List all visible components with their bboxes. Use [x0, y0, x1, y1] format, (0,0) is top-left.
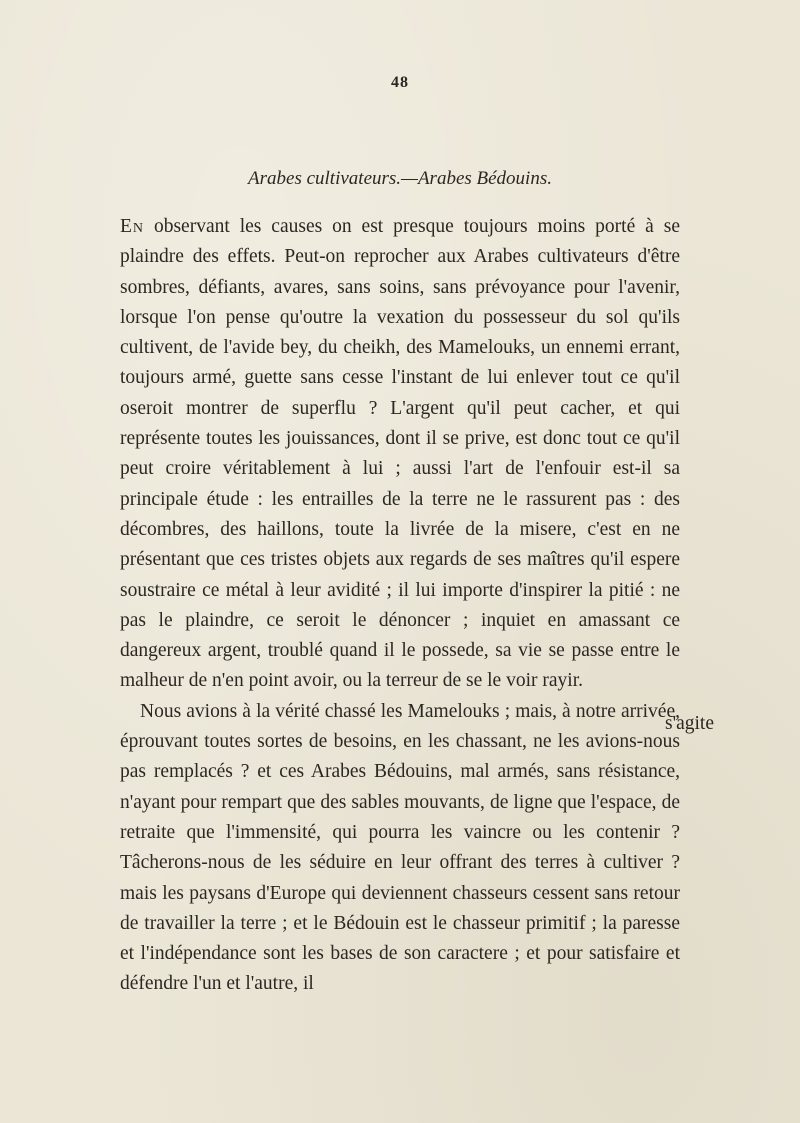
section-heading: Arabes cultivateurs.—Arabes Bédouins. [248, 168, 552, 189]
paragraph-1 [120, 212, 680, 697]
paragraph-2-text: Nous avions à la vérité chassé les Mamelouks ; mais, à notre arrivée, éprouvant toutes sortes de besoins, en les chassant, ne les avions-nous pas remplacés ? et ces Arabes Bédouins, mal armés, sans résistance, n'ayant pour rempart que des sables mouvants, de ligne que l'espace, de retraite que l'immensité, qui pourra les vaincre ou les contenir ? Tâcherons-nous de les séduire en leur offrant des terres à cultiver ? mais les paysans d'Europe qui deviennent chasseurs cessent sans retour de travailler la terre ; et le Bédouin est le chasseur primitif ; la paresse et l'indépendance sont les bases de son caractere ; et pour satisfaire et défendre l'un et l'autre, il [120, 700, 680, 995]
paragraph-1-lead-word: En [120, 216, 145, 237]
body-text [120, 212, 680, 1000]
paragraph-2 [120, 697, 680, 1000]
catchword: s'agite [665, 713, 714, 734]
paragraph-1-text: observant les causes on est presque toujours moins porté à se plaindre des effets. Peut-on reprocher aux Arabes cultivateurs d'être sombres, défiants, avares, sans soins, sans prévoyance pour l'avenir, lorsque l'on pense qu'outre la vexation du possesseur du sol qu'ils cultivent, de l'avide bey, du cheikh, des Mamelouks, un ennemi errant, toujours armé, guette sans cesse l'instant de lui enlever tout ce qu'il oseroit montrer de superflu ? L'argent qu'il peut cacher, et qui représente toutes les jouissances, dont il se prive, est donc tout ce qu'il peut croire véritablement à lui ; aussi l'art de l'enfouir est-il sa principale étude : les entrailles de la terre ne le rassurent pas : des décombres, des haillons, toute la livrée de la misere, c'est en ne présentant que ces tristes objets aux regards de ses maîtres qu'il espere soustraire ce métal à leur avidité ; il lui importe d'inspirer la pitié : ne pas le plaindre, ce seroit le dénoncer ; inquiet en amassant ce dangereux argent, troublé quand il le possede, sa vie se passe entre le malheur de n'en point avoir, ou la terreur de se le voir rayir. [120, 216, 680, 692]
page-number: 48 [391, 74, 409, 91]
